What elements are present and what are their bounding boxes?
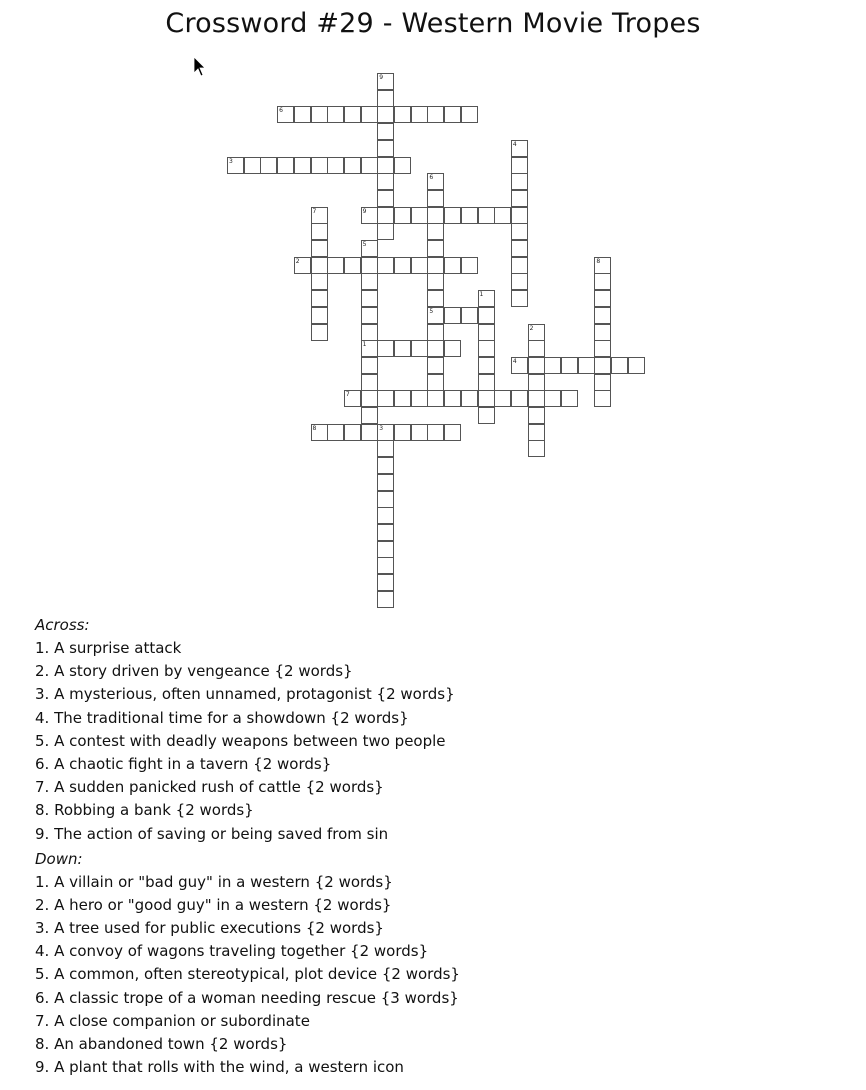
grid-cell[interactable] [427,207,444,224]
grid-cell[interactable] [511,190,528,207]
grid-cell[interactable] [377,123,394,140]
across-heading: Across: [35,616,90,634]
grid-cell[interactable] [478,374,495,391]
grid-cell[interactable] [377,223,394,240]
grid-cell[interactable] [561,357,578,374]
grid-cell[interactable] [594,324,611,341]
grid-cell[interactable] [478,207,495,224]
across-clue: 7. A sudden panicked rush of cattle {2 words} [35,778,384,797]
grid-cell[interactable] [311,257,328,274]
grid-cell[interactable] [344,257,361,274]
down-clue: 4. A convoy of wagons traveling together {2 words} [35,942,429,961]
grid-cell[interactable] [411,257,428,274]
down-clue: 7. A close companion or subordinate [35,1011,310,1030]
grid-cell[interactable] [594,307,611,324]
grid-cell[interactable] [377,390,394,407]
grid-cell[interactable] [361,307,378,324]
grid-cell[interactable] [361,374,378,391]
grid-cell[interactable] [494,207,511,224]
down-clue: 3. A tree used for public executions {2 words} [35,919,384,938]
grid-cell[interactable] [361,324,378,341]
grid-cell[interactable] [394,257,411,274]
grid-cell[interactable] [411,424,428,441]
cell-number: 9 [379,74,384,81]
grid-cell[interactable] [294,106,311,123]
grid-cell[interactable] [294,157,311,174]
grid-cell[interactable] [427,424,444,441]
grid-cell[interactable] [561,390,578,407]
across-clue: 9. The action of saving or being saved from sin [35,824,389,843]
grid-cell[interactable] [444,106,461,123]
grid-cell[interactable] [377,157,394,174]
cell-number: 4 [512,357,517,365]
down-clue: 9. A plant that rolls with the wind, a western icon [35,1058,404,1077]
grid-cell[interactable] [377,457,394,474]
grid-cell[interactable] [528,407,545,424]
across-clue: 6. A chaotic fight in a tavern {2 words} [35,754,332,773]
grid-cell[interactable] [427,290,444,307]
grid-cell[interactable] [377,474,394,491]
grid-cell[interactable] [311,307,328,324]
grid-cell[interactable] [244,157,261,174]
grid-cell[interactable] [461,207,478,224]
grid-cell[interactable] [511,223,528,240]
cell-number: 5 [362,241,367,248]
across-clue: 1. A surprise attack [35,639,182,657]
grid-cell[interactable] [544,357,561,374]
grid-cell[interactable] [361,390,378,407]
grid-cell[interactable] [327,157,344,174]
grid-cell[interactable] [361,157,378,174]
grid-cell[interactable] [528,357,545,374]
grid-cell[interactable] [427,106,444,123]
grid-cell[interactable] [528,374,545,391]
cell-number: 8 [312,424,317,432]
grid-cell[interactable] [511,257,528,274]
down-clue: 5. A common, often stereotypical, plot device {2 words} [35,965,460,984]
grid-cell[interactable] [361,106,378,123]
grid-cell[interactable] [377,257,394,274]
grid-cell[interactable] [377,106,394,123]
grid-cell[interactable] [361,424,378,441]
grid-cell[interactable] [327,106,344,123]
grid-cell[interactable] [377,491,394,508]
grid-cell[interactable] [611,357,628,374]
grid-cell[interactable] [260,157,277,174]
grid-cell[interactable] [594,290,611,307]
grid-cell[interactable] [377,440,394,457]
cell-number: 6 [279,107,283,115]
grid-cell[interactable] [277,157,294,174]
grid-cell[interactable] [511,273,528,290]
grid-cell[interactable] [394,390,411,407]
grid-cell[interactable] [361,273,378,290]
grid-cell[interactable] [311,273,328,290]
grid-cell[interactable] [511,290,528,307]
grid-cell[interactable] [461,257,478,274]
grid-cell[interactable] [478,340,495,357]
grid-cell[interactable] [394,424,411,441]
grid-cell[interactable] [628,357,645,374]
grid-cell[interactable] [427,374,444,391]
cell-number: 9 [362,207,367,215]
grid-cell[interactable] [594,390,611,407]
grid-cell[interactable] [377,524,394,541]
down-clue: 8. An abandoned town {2 words} [35,1035,288,1053]
grid-cell[interactable] [427,324,444,341]
grid-cell[interactable] [394,157,411,174]
grid-cell[interactable] [327,424,344,441]
grid-cell[interactable] [544,390,561,407]
cell-number: 6 [429,174,434,182]
grid-cell[interactable] [461,390,478,407]
cell-number: 5 [429,307,434,315]
grid-cell[interactable] [478,324,495,341]
grid-cell[interactable] [578,357,595,374]
down-clue: 2. A hero or "good guy" in a western {2 words} [35,895,392,914]
grid-cell[interactable] [427,190,444,207]
grid-cell[interactable] [377,574,394,591]
grid-cell[interactable] [411,106,428,123]
grid-cell[interactable] [344,157,361,174]
clue-list [35,614,635,1079]
grid-cell[interactable] [377,591,394,608]
down-heading: Down: [35,849,83,868]
grid-cell[interactable] [528,340,545,357]
grid-cell[interactable] [311,106,328,123]
across-clue: 2. A story driven by vengeance {2 words} [35,662,353,681]
grid-cell[interactable] [377,207,394,224]
grid-cell[interactable] [427,357,444,374]
grid-cell[interactable] [427,390,444,407]
grid-cell[interactable] [361,257,378,274]
grid-cell[interactable] [394,207,411,224]
grid-cell[interactable] [377,173,394,190]
grid-cell[interactable] [444,207,461,224]
grid-cell[interactable] [377,140,394,157]
down-clue: 1. A villain or "bad guy" in a western {2 words} [35,872,393,891]
grid-cell[interactable] [427,257,444,274]
grid-cell[interactable] [594,374,611,391]
grid-cell[interactable] [478,307,495,324]
grid-cell[interactable] [377,557,394,574]
across-clue: 4. The traditional time for a showdown {2 words} [35,708,409,727]
grid-cell[interactable] [377,340,394,357]
grid-cell[interactable] [478,390,495,407]
grid-cell[interactable] [461,106,478,123]
grid-cell[interactable] [311,290,328,307]
grid-cell[interactable] [528,390,545,407]
cell-number: 4 [512,140,517,148]
grid-cell[interactable] [444,307,461,324]
grid-cell[interactable] [377,90,394,107]
grid-cell[interactable] [311,324,328,341]
across-clue: 8. Robbing a bank {2 words} [35,801,254,820]
grid-cell[interactable] [344,424,361,441]
grid-cell[interactable] [511,390,528,407]
grid-cell[interactable] [528,440,545,457]
grid-cell[interactable] [427,273,444,290]
cell-number: 7 [312,207,317,215]
grid-cell[interactable] [478,357,495,374]
grid-cell[interactable] [361,357,378,374]
grid-cell[interactable] [427,240,444,257]
grid-cell[interactable] [594,273,611,290]
grid-cell[interactable] [594,357,611,374]
across-clue: 3. A mysterious, often unnamed, protagonist {2 words} [35,685,455,704]
grid-cell[interactable] [444,424,461,441]
cell-number: 8 [596,257,601,265]
grid-cell[interactable] [511,207,528,224]
grid-cell[interactable] [377,541,394,558]
grid-cell[interactable] [311,157,328,174]
grid-cell[interactable] [494,390,511,407]
grid-cell[interactable] [478,407,495,424]
grid-cell[interactable] [361,290,378,307]
cell-number: 3 [379,424,384,432]
grid-cell[interactable] [511,173,528,190]
grid-cell[interactable] [427,223,444,240]
cell-number: 1 [479,291,484,299]
cell-number: 2 [295,257,300,265]
grid-cell[interactable] [511,157,528,174]
grid-cell[interactable] [311,223,328,240]
grid-cell[interactable] [427,340,444,357]
grid-cell[interactable] [311,240,328,257]
grid-cell[interactable] [377,507,394,524]
grid-cell[interactable] [361,407,378,424]
down-clue: 6. A classic trope of a woman needing rescue {3 words} [35,988,459,1007]
cell-number: 2 [529,324,534,332]
grid-cell[interactable] [377,190,394,207]
cell-number: 3 [229,157,233,165]
grid-cell[interactable] [394,340,411,357]
grid-cell[interactable] [594,340,611,357]
across-clue: 5. A contest with deadly weapons between two people [35,731,446,750]
grid-cell[interactable] [444,340,461,357]
grid-cell[interactable] [411,340,428,357]
grid-cell[interactable] [327,257,344,274]
page-title: Crossword #29 - Western Movie Tropes [165,8,701,39]
grid-cell[interactable] [511,240,528,257]
grid-cell[interactable] [394,106,411,123]
grid-cell[interactable] [344,106,361,123]
grid-cell[interactable] [444,390,461,407]
grid-cell[interactable] [411,207,428,224]
grid-cell[interactable] [528,424,545,441]
grid-cell[interactable] [411,390,428,407]
cell-number: 1 [362,341,367,349]
grid-cell[interactable] [461,307,478,324]
cell-number: 7 [345,391,350,399]
grid-cell[interactable] [444,257,461,274]
